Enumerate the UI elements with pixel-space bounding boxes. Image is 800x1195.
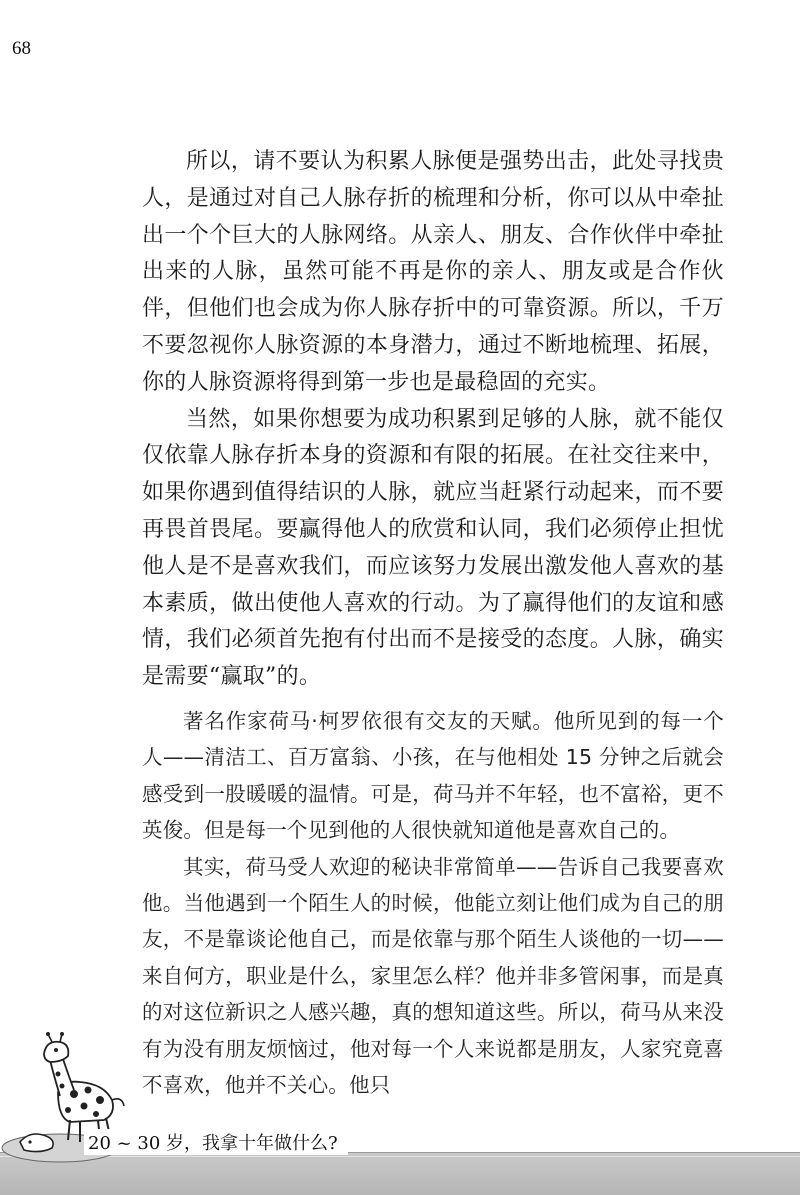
story-paragraph: 著名作家荷马·柯罗依很有交友的天赋。他所见到的每一个人——清洁工、百万富翁、小孩，在与他相处 15 分钟之后就会感受到一股暖暖的温情。可是，荷马并不年轻，也不富裕，更不英俊。但是每一个见到他的人很快就知道他是喜欢自己的。	[142, 709, 724, 843]
page-number: 68	[12, 38, 31, 59]
paragraph: 当然，如果你想要为成功积累到足够的人脉，就不能仅仅依靠人脉存折本身的资源和有限的拓展。在社交往来中，如果你遇到值得结识的人脉，就应当赶紧行动起来，而不要再畏首畏尾。要赢得他人的欣赏和认同，我们必须停止担忧他人是不是喜欢我们，而应该努力发展出激发他人喜欢的基本素质，做出使他人喜欢的行动。为了赢得他们的友谊和感情，我们必须首先抱有付出而不是接受的态度。人脉，确实是需要“赢取”的。	[142, 406, 724, 690]
story-paragraph: 其实，荷马受人欢迎的秘诀非常简单——告诉自己我要喜欢他。当他遇到一个陌生人的时候，他能立刻让他们成为自己的朋友，不是靠谈论他自己，而是依靠与那个陌生人谈他的一切——来自何方，职业是什么，家里怎么样？他并非多管闲事，而是真的对这位新识之人感兴趣，真的想知道这些。所以，荷马从来没有为没有朋友烦恼过，他对每一个人来说都是朋友，人家究竟喜不喜欢，他并不关心。他只	[142, 854, 724, 1098]
main-text	[142, 144, 724, 696]
paragraph: 所以，请不要认为积累人脉便是强势出击，此处寻找贵人，是通过对自己人脉存折的梳理和分析，你可以从中牵扯出一个个巨大的人脉网络。从亲人、朋友、合作伙伴中牵扯出来的人脉，虽然可能不再是你的亲人、朋友或是合作伙伴，但他们也会成为你人脉存折中的可靠资源。所以，千万不要忽视你人脉资源的本身潜力，通过不断地梳理、拓展，你的人脉资源将得到第一步也是最稳固的充实。	[142, 149, 724, 395]
story-box	[142, 703, 724, 1103]
running-title: 20 ~ 30 岁，我拿十年做什么?	[84, 1129, 348, 1155]
